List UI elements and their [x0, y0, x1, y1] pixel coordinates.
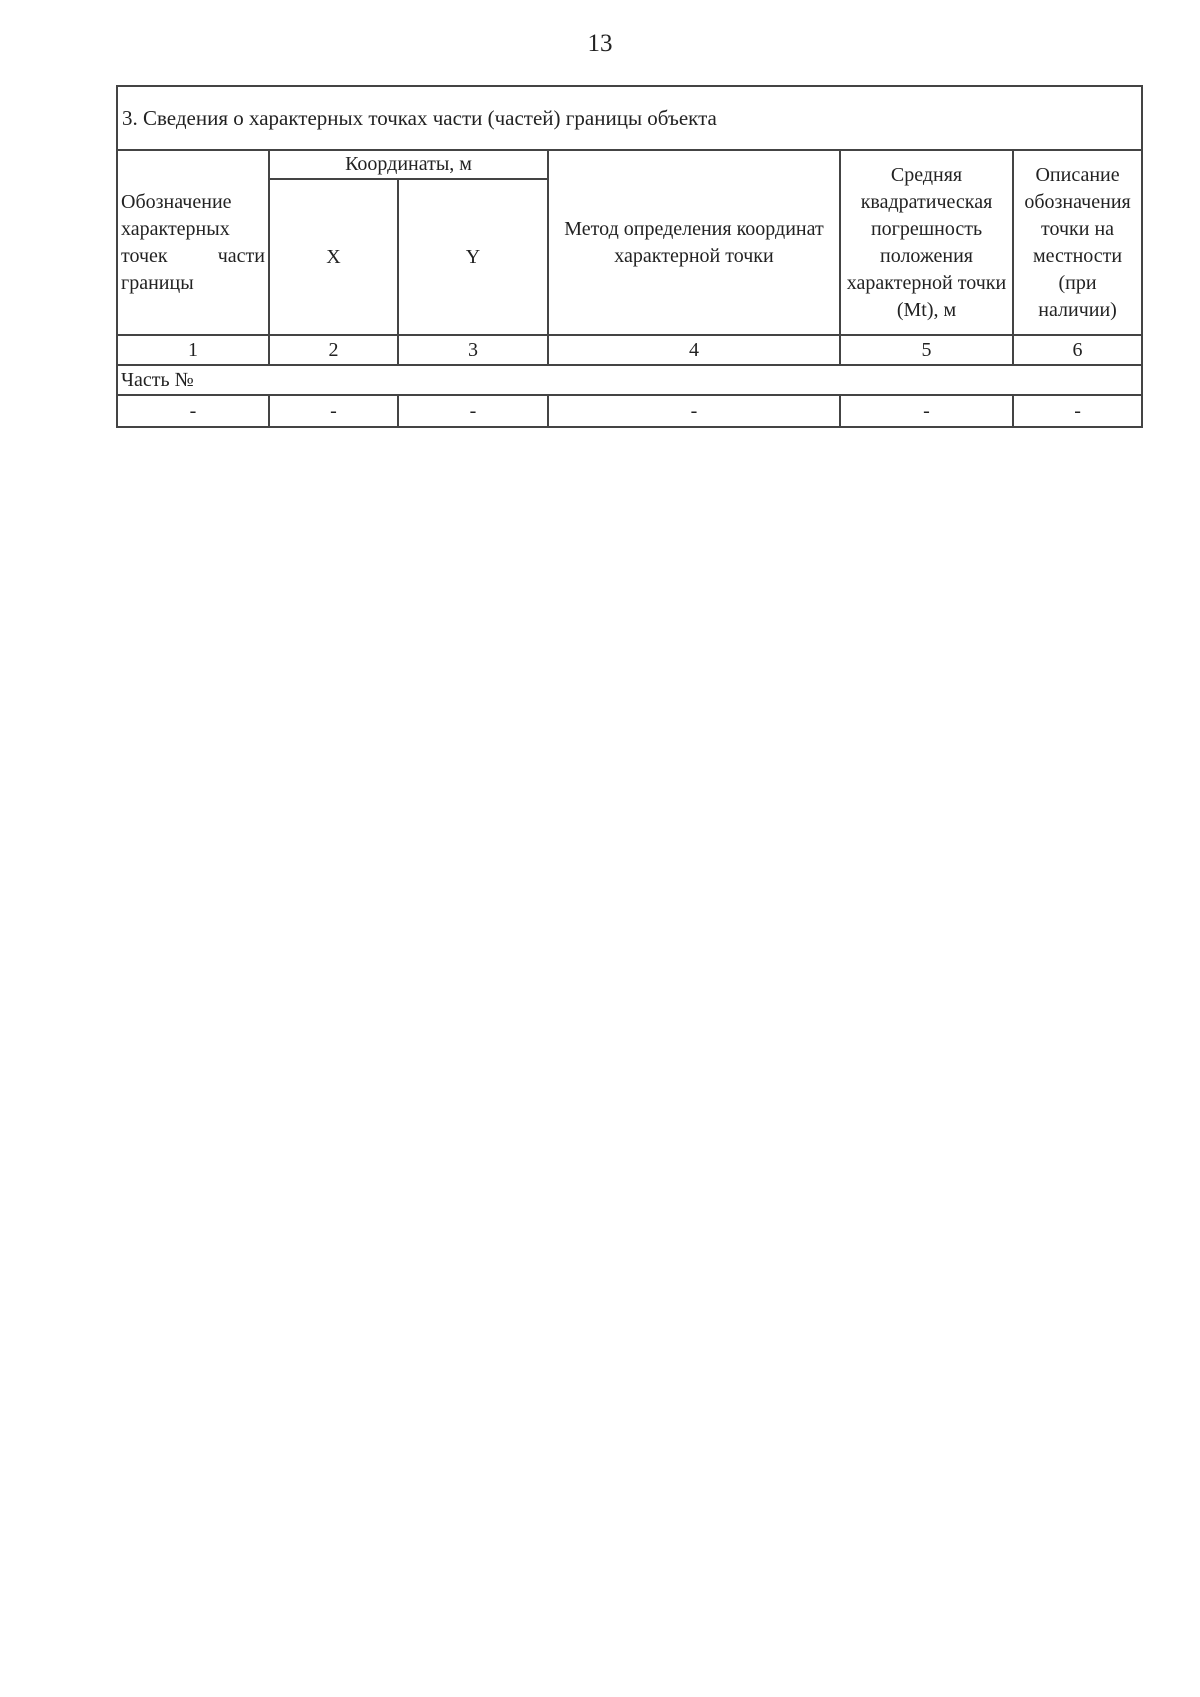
table-cell: -: [398, 395, 548, 427]
header-point-designation: Обозначение характерных точек части границы: [117, 150, 269, 335]
column-number: 4: [548, 335, 840, 365]
column-number-row: [117, 335, 1142, 365]
table-cell: -: [548, 395, 840, 427]
table-row: [117, 395, 1142, 427]
section-title-row: [117, 86, 1142, 150]
header-y: Y: [398, 179, 548, 335]
characteristic-points-table: [116, 85, 1143, 428]
page-number: 13: [587, 30, 613, 57]
column-number: 3: [398, 335, 548, 365]
table-cell: -: [269, 395, 398, 427]
header-method: Метод определения координат характерной точки: [548, 150, 840, 335]
header-row: [117, 150, 1142, 179]
section-title: 3. Сведения о характерных точках части (частей) границы объекта: [117, 86, 1142, 150]
column-number: 6: [1013, 335, 1142, 365]
part-row: [117, 365, 1142, 395]
column-number: 1: [117, 335, 269, 365]
table-cell: -: [117, 395, 269, 427]
part-label: Часть №: [117, 365, 1142, 395]
table-cell: -: [840, 395, 1013, 427]
header-coordinates: Координаты, м: [269, 150, 548, 179]
header-point-description: Описание обозначения точки на местности (при наличии): [1013, 150, 1142, 335]
header-x: X: [269, 179, 398, 335]
table-cell: -: [1013, 395, 1142, 427]
column-number: 2: [269, 335, 398, 365]
column-number: 5: [840, 335, 1013, 365]
header-mean-square-error: Средняя квадратическая погрешность положения характерной точки (Mt), м: [840, 150, 1013, 335]
